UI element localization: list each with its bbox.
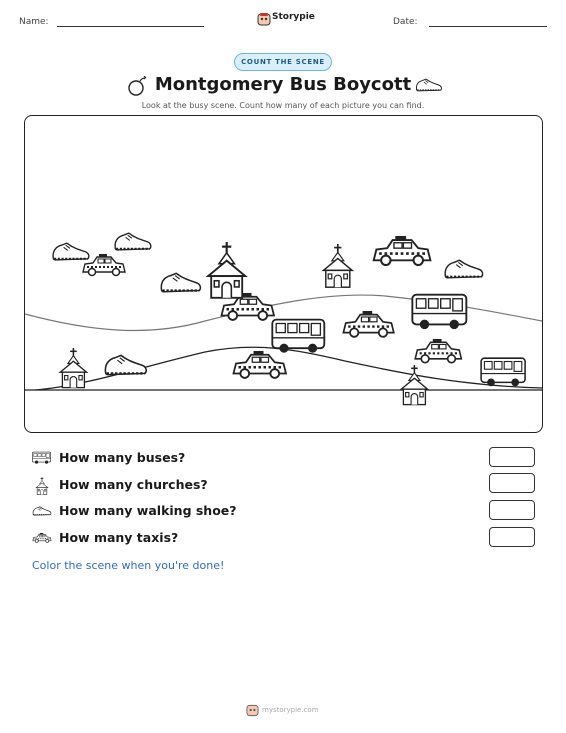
sneaker-icon [415, 74, 443, 96]
scene-church [60, 348, 86, 388]
brand-name: Storypie [272, 12, 315, 22]
scene-shoe [445, 260, 482, 278]
question-shoes [32, 502, 237, 522]
question-text: How many walking shoe? [59, 503, 237, 518]
storypie-logo-icon [257, 11, 271, 24]
scene-church [323, 244, 352, 287]
color-note: Color the scene when you're done! [32, 559, 225, 572]
question-text: How many buses? [59, 450, 186, 465]
scene-taxi [343, 311, 393, 337]
taxi-icon [32, 530, 52, 546]
scene-church [401, 365, 427, 405]
storypie-footer-logo-icon [246, 702, 259, 715]
scene-shoe [115, 233, 151, 250]
footer-url: mystorypie.com [262, 706, 319, 714]
question-text: How many taxis? [59, 530, 179, 545]
name-field[interactable] [57, 26, 204, 27]
question-text: How many churches? [59, 477, 208, 492]
shoe-icon [32, 503, 52, 519]
scene-bus [481, 358, 525, 386]
scene-shoe [105, 355, 146, 374]
scene-shoe [161, 273, 200, 291]
bus-icon [32, 450, 52, 466]
date-field[interactable] [429, 26, 547, 27]
scene-bus [272, 320, 324, 353]
scene-shoe [53, 243, 89, 260]
question-churches [32, 476, 212, 496]
question-taxis [32, 529, 212, 549]
name-label: Name: [19, 17, 49, 27]
count-the-scene-badge: COUNT THE SCENE [234, 53, 332, 71]
answer-box-taxis[interactable] [489, 527, 535, 547]
scene-taxi [415, 339, 461, 363]
date-label: Date: [393, 17, 418, 27]
church-icon [32, 477, 52, 493]
page-title: Montgomery Bus Boycott [154, 74, 412, 95]
answer-box-shoes[interactable] [489, 500, 535, 520]
scene-church [208, 242, 245, 298]
scene-taxi [374, 236, 431, 265]
count-scene [24, 115, 543, 433]
scene-bus [412, 295, 466, 329]
question-buses [32, 449, 212, 469]
page-subtitle: Look at the busy scene. Count how many of each picture you can find. [141, 101, 425, 110]
answer-box-churches[interactable] [489, 473, 535, 493]
answer-box-buses[interactable] [489, 447, 535, 467]
scene-taxi [234, 351, 287, 378]
